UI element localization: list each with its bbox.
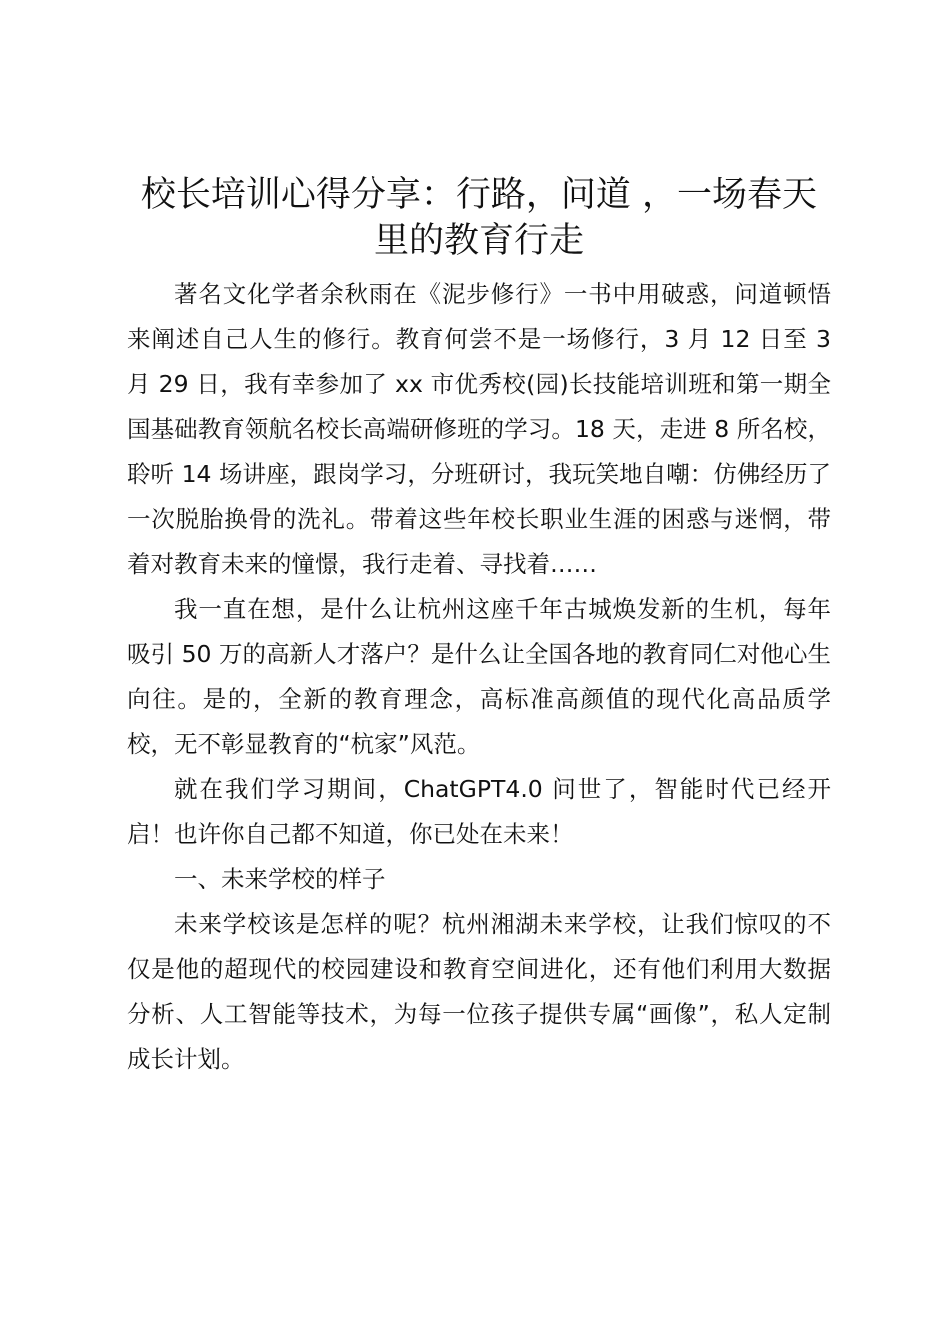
document-title: 校长培训心得分享：行路，问道 ，一场春天里的教育行走 [140, 175, 818, 261]
paragraph-intro: 著名文化学者余秋雨在《泥步修行》一书中用破惑，问道顿悟来阐述自己人生的修行。教育何尝不是一场修行，3 月 12 日至 3 月 29 日，我有幸参加了 xx 市优秀校(园)长技能培训班和第一期全国基础教育领航名校长高端研修班的学习。18 天，走进 8 所名校，聆听 14 场讲座，跟岗学习，分班研讨，我玩笑地自嘲：仿佛经历了一次脱胎换骨的洗礼。带着这些年校长职业生涯的困惑与迷惘，带着对教育未来的憧憬，我行走着、寻找着…… [127, 280, 831, 578]
document-page [127, 172, 831, 1082]
paragraph-chatgpt: 就在我们学习期间，ChatGPT4.0 问世了，智能时代已经开启！也许你自己都不知道，你已处在未来！ [127, 775, 831, 848]
paragraph-future-school: 未来学校该是怎样的呢？杭州湘湖未来学校，让我们惊叹的不仅是他的超现代的校园建设和教育空间进化，还有他们利用大数据分析、人工智能等技术，为每一位孩子提供专属“画像”，私人定制成长计划。 [127, 910, 831, 1073]
section-heading: 一、未来学校的样子 [174, 865, 386, 893]
paragraph-hangzhou: 我一直在想，是什么让杭州这座千年古城焕发新的生机，每年吸引 50 万的高新人才落户？是什么让全国各地的教育同仁对他心生向往。是的，全新的教育理念，高标准高颜值的现代化高品质学校，无不彰显教育的“杭家”风范。 [127, 595, 831, 758]
